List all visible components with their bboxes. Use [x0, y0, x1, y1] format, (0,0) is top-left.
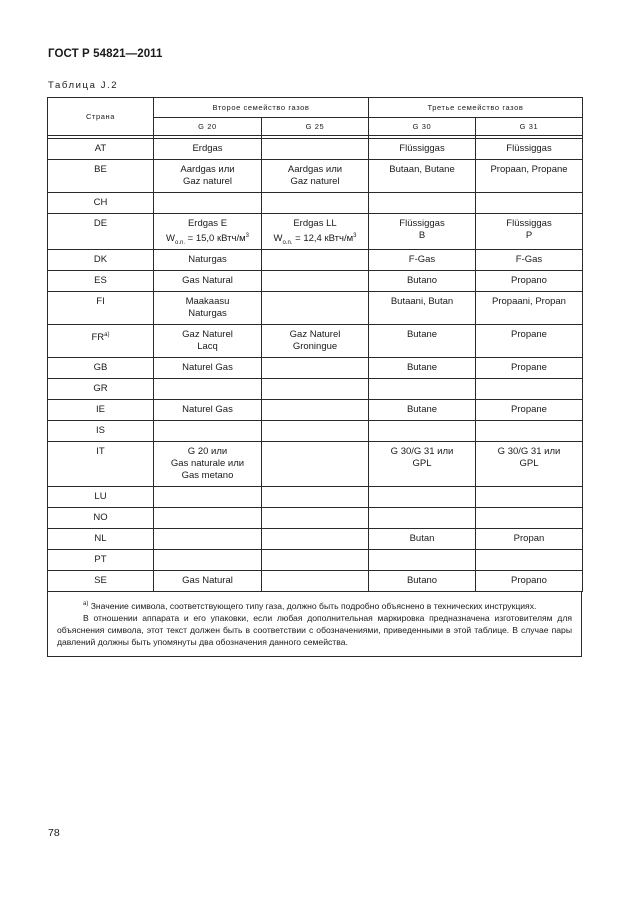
- g30-cell: [369, 487, 476, 508]
- g20-cell: [154, 508, 262, 529]
- g25-cell-line1: Erdgas LL: [293, 218, 337, 229]
- country-cell: NL: [48, 529, 154, 550]
- table-row: [48, 421, 583, 442]
- g25-cell: [262, 271, 369, 292]
- g25-cell: [262, 421, 369, 442]
- g25-cell: [262, 508, 369, 529]
- footnote-text: Значение символа, соответствующего типу газа, должно быть подробно объяснено в технических инструкциях.: [88, 600, 537, 611]
- g31-cell: [476, 193, 583, 214]
- g31-cell: [476, 508, 583, 529]
- g30-cell: Butano: [369, 571, 476, 592]
- table-row: [48, 487, 583, 508]
- g30-cell: [369, 508, 476, 529]
- table-caption: Таблица J.2: [48, 80, 119, 91]
- g20-cell: [154, 529, 262, 550]
- table-row: [48, 250, 583, 271]
- g31-cell: Propaan, Propane: [476, 160, 583, 193]
- g20-cell: [154, 550, 262, 571]
- country-cell: FI: [48, 292, 154, 325]
- footnote-ref: a): [104, 332, 110, 339]
- g20-cell: Naturel Gas: [154, 358, 262, 379]
- g25-cell: [262, 442, 369, 487]
- g25-cell: [262, 250, 369, 271]
- g31-cell: F-Gas: [476, 250, 583, 271]
- g31-cell: Flüssiggas: [476, 139, 583, 160]
- g25-cell: [262, 292, 369, 325]
- g25-cell: [262, 571, 369, 592]
- g20-cell: Naturgas: [154, 250, 262, 271]
- g30-cell: [369, 193, 476, 214]
- g30-cell: [369, 379, 476, 400]
- table-row: [48, 139, 583, 160]
- table-row: [48, 379, 583, 400]
- g25-cell: Gaz Naturel Groningue: [262, 325, 369, 358]
- g31-cell: Propano: [476, 271, 583, 292]
- country-cell: DE: [48, 214, 154, 250]
- g25-cell: [262, 529, 369, 550]
- column-header-g20: G 20: [154, 118, 262, 136]
- g30-cell: Butaani, Butan: [369, 292, 476, 325]
- g20-cell: [154, 193, 262, 214]
- table-row: [48, 571, 583, 592]
- country-cell: NO: [48, 508, 154, 529]
- country-cell: ES: [48, 271, 154, 292]
- g25-cell: [262, 193, 369, 214]
- g25-cell: Aardgas или Gaz naturel: [262, 160, 369, 193]
- g30-cell: Butane: [369, 358, 476, 379]
- column-header-g31: G 31: [476, 118, 583, 136]
- g31-cell: [476, 550, 583, 571]
- g31-cell: Flüssiggas P: [476, 214, 583, 250]
- country-cell: PT: [48, 550, 154, 571]
- g20-cell: Maakaasu Naturgas: [154, 292, 262, 325]
- g30-cell: Butane: [369, 325, 476, 358]
- g20-cell-line2: $W_{o.n.} = 15,0$ кВтч/$м^3$: [166, 233, 249, 247]
- table-row: [48, 193, 583, 214]
- g30-cell: Flüssiggas: [369, 139, 476, 160]
- country-column-header: Страна: [48, 98, 154, 136]
- g31-cell: Propane: [476, 358, 583, 379]
- country-cell: FR$^{a)}$: [48, 325, 154, 358]
- country-cell: GR: [48, 379, 154, 400]
- country-cell: AT: [48, 139, 154, 160]
- g30-cell: [369, 421, 476, 442]
- g31-cell: [476, 421, 583, 442]
- g20-cell: Aardgas или Gaz naturel: [154, 160, 262, 193]
- country-cell: GB: [48, 358, 154, 379]
- g25-cell: [262, 139, 369, 160]
- country-cell: BE: [48, 160, 154, 193]
- g20-cell: [154, 487, 262, 508]
- g30-cell: Butane: [369, 400, 476, 421]
- table-row: [48, 292, 583, 325]
- g25-cell: [262, 487, 369, 508]
- g30-cell: G 30/G 31 или GPL: [369, 442, 476, 487]
- g31-cell: Propano: [476, 571, 583, 592]
- gas-designation-table-container: [47, 97, 582, 657]
- country-cell: IS: [48, 421, 154, 442]
- table-row: [48, 442, 583, 487]
- g20-cell: [154, 379, 262, 400]
- table-row: [48, 358, 583, 379]
- g20-cell: Gaz Naturel Lacq: [154, 325, 262, 358]
- g20-cell: Naturel Gas: [154, 400, 262, 421]
- country-cell: IT: [48, 442, 154, 487]
- table-row: [48, 325, 583, 358]
- note-paragraph: В отношении аппарата и его упаковки, если любая дополнительная маркировка предназначена изготовителям для объяснения символа, этот текст должен быть в соответствии с обозначениями, приведенными в этой таблице. В случае пары давлений должны быть упомянуты два обозначения данного семейства.: [57, 612, 572, 647]
- g20-cell: [154, 421, 262, 442]
- g20-cell: [154, 214, 262, 250]
- table-notes: [47, 592, 582, 657]
- g25-cell: [262, 400, 369, 421]
- table-row: [48, 400, 583, 421]
- country-cell: IE: [48, 400, 154, 421]
- third-family-header: Третье семейство газов: [369, 98, 583, 118]
- g30-cell: [369, 550, 476, 571]
- page-number: 78: [48, 827, 60, 839]
- g20-cell-line1: Erdgas E: [187, 218, 228, 229]
- table-row: [48, 529, 583, 550]
- gas-designation-table: [47, 97, 583, 592]
- g25-cell: [262, 550, 369, 571]
- g31-cell: G 30/G 31 или GPL: [476, 442, 583, 487]
- g25-cell-line2: $W_{o.n.} = 12,4$ кВтч/$м^3$: [273, 233, 357, 247]
- g31-cell: Propane: [476, 400, 583, 421]
- g31-cell: Propane: [476, 325, 583, 358]
- second-family-header: Второе семейство газов: [154, 98, 369, 118]
- column-header-g30: G 30: [369, 118, 476, 136]
- g31-cell: Propaani, Propan: [476, 292, 583, 325]
- document-standard-header: ГОСТ Р 54821—2011: [48, 48, 163, 60]
- table-row: [48, 160, 583, 193]
- table-row: [48, 550, 583, 571]
- g25-cell: [262, 214, 369, 250]
- table-row: [48, 508, 583, 529]
- g25-cell: [262, 379, 369, 400]
- country-cell: CH: [48, 193, 154, 214]
- g20-cell: G 20 или Gas naturale или Gas metano: [154, 442, 262, 487]
- table-row: [48, 271, 583, 292]
- g31-cell: [476, 487, 583, 508]
- country-cell: SE: [48, 571, 154, 592]
- country-cell: LU: [48, 487, 154, 508]
- g30-cell: Butan: [369, 529, 476, 550]
- g30-cell: F-Gas: [369, 250, 476, 271]
- g20-cell: Gas Natural: [154, 571, 262, 592]
- table-row: [48, 214, 583, 250]
- footnote-mark: a): [83, 601, 89, 608]
- g31-cell: [476, 379, 583, 400]
- g31-cell: Propan: [476, 529, 583, 550]
- g25-cell: [262, 358, 369, 379]
- g30-cell: Butano: [369, 271, 476, 292]
- g20-cell: Erdgas: [154, 139, 262, 160]
- g20-cell: Gas Natural: [154, 271, 262, 292]
- footnote: [57, 598, 572, 612]
- column-header-g25: G 25: [262, 118, 369, 136]
- g30-cell: Butaan, Butane: [369, 160, 476, 193]
- country-cell: DK: [48, 250, 154, 271]
- g30-cell: Flüssiggas B: [369, 214, 476, 250]
